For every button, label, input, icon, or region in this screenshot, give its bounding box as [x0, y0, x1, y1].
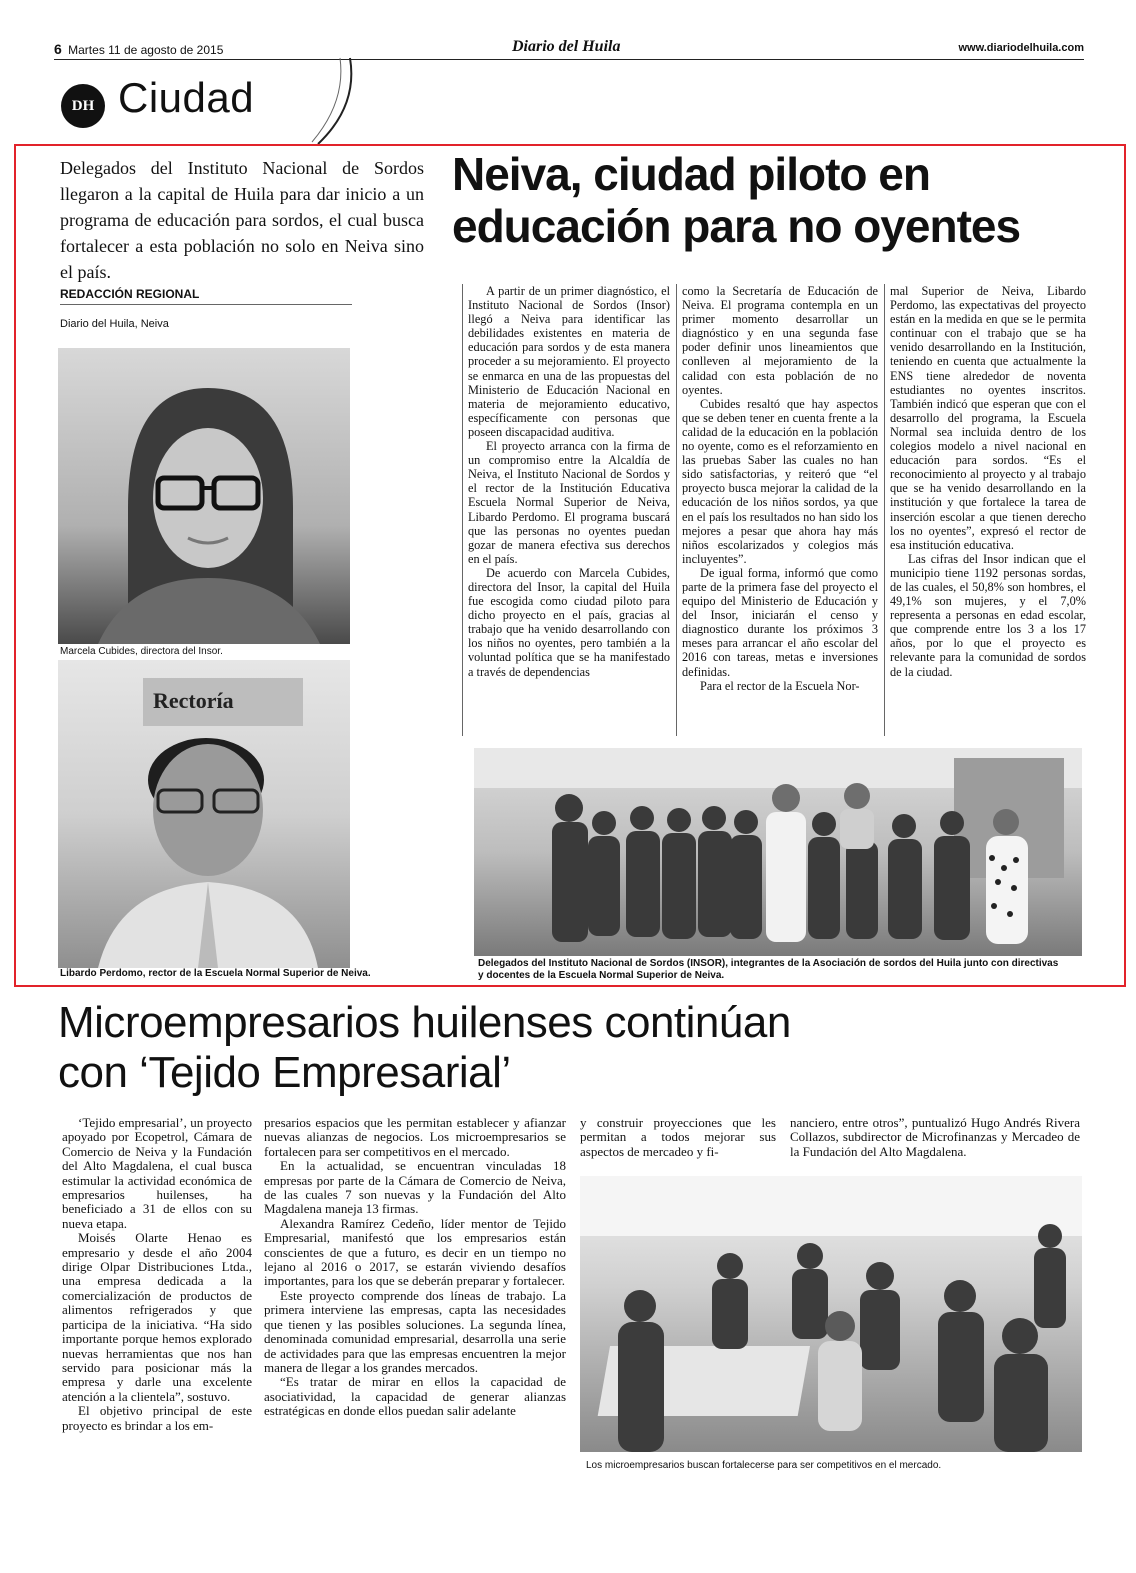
photo-marcela-cubides [58, 348, 350, 644]
issue-date: Martes 11 de agosto de 2015 [68, 43, 224, 57]
page-header-left [54, 41, 223, 57]
group-people-image [474, 748, 1082, 956]
website-link[interactable]: www.diariodelhuila.com [958, 42, 1084, 54]
photo-sign-text: Rectoría [153, 688, 234, 713]
paragraph: Para el rector de la Escuela Nor- [700, 678, 860, 693]
article2-column-2 [264, 1116, 566, 1419]
article2-headline: Microempresarios huilenses continúan con ‘Tejido Empresarial’ [58, 998, 791, 1097]
photo3-caption: Delegados del Instituto Nacional de Sordos (INSOR), integrantes de la Asociación de sordos del Huila junto con directivas y docentes de la Escuela Normal Superior de Neiva. [478, 958, 1059, 981]
article1-column-1 [468, 284, 670, 679]
paragraph: Este proyecto comprende dos líneas de trabajo. La primera interviene las empresas, capta las necesidades que tienen y las posibles soluciones. La segunda línea, denominada comunidad empresarial, desarrolla una serie de actividades para que las empresas encuentren la mejor manera de llegar a los grandes mercados. [264, 1287, 566, 1375]
paragraph: mal Superior de Neiva, Libardo Perdomo, las expectativas del proyecto están en la medida en que se le permita continuar con el trabajo que se ha venido desarrollando en la Institución, teniendo en cuenta que actualmente la ENS tiene alrededor de noventa estudiantes no oyentes inscritos. También indicó que esperan que con el desarrollo del programa, la Escuela Normal sea incluida dentro de los colegios modelo a nivel nacional en educación para sordos. “Es el reconocimiento al proyecto y al trabajo que se ha venido desarrollando en la institución y que fortalece la tarea de inserción escolar a que tienen derecho los no oyentes”, expresó el rector de esa institución educativa. [890, 284, 1086, 552]
article2-column-3 [580, 1116, 776, 1159]
article1-lead: Delegados del Instituto Nacional de Sordos llegaron a la capital de Huila para dar inicio a un programa de educación para sordos, el cual busca fortalecer a esta población no solo en Neiva sino el país. [60, 158, 424, 282]
article1-dateline: Diario del Huila, Neiva [60, 318, 169, 330]
paragraph: En la actualidad, se encuentran vinculadas 18 empresas por parte de la Cámara de Comercio de Neiva, de las cuales 7 son nuevas y la Fundación del Alto Magdalena maneja 13 firmas. [264, 1158, 566, 1217]
portrait-woman-image [58, 348, 350, 644]
paragraph: como la Secretaría de Educación de Neiva. El programa contempla en un primer momento desarrollar un diagnóstico y en una segunda fase poder definir unos lineamientos que conlleven al mejoramiento de la calidad con esta población de no oyentes. [682, 284, 878, 397]
paragraph: “Es tratar de mirar en ellos la capacidad de asociatividad, la capacidad de generar alianzas estratégicas en donde ellos puedan salir adelante [264, 1374, 566, 1419]
photo-group-delegates [474, 748, 1082, 956]
page-header [54, 38, 1084, 60]
paragraph: El objetivo principal de este proyecto es brindar a los em- [62, 1403, 252, 1433]
article2-column-1 [62, 1116, 252, 1433]
column-rule [462, 284, 463, 736]
article2-column-4 [790, 1116, 1080, 1159]
article1-column-2 [682, 284, 878, 693]
paragraph: Las cifras del Insor indican que el municipio tiene 1192 personas sordas, de las cuales, el 50,8% son hombres, el 49,1% son mujeres, y el 7,0% representa a personas en edad escolar, que comprende entre los 3 a los 17 años, por lo que el proyecto es relevante para la comunidad de sordos de la ciudad. [890, 551, 1086, 679]
paragraph: ‘Tejido empresarial’, un proyecto apoyado por Ecopetrol, Cámara de Comercio de Neiva y la Fundación del Alto Magdalena, el cual busca estimular la actividad económica de empresarios huilenses, ha beneficiado a 31 de ellos con su nueva etapa. [62, 1115, 252, 1231]
paragraph: y construir proyecciones que les permitan a todos mejorar sus aspectos de mercadeo y fi- [580, 1115, 776, 1159]
paragraph: Moisés Olarte Henao es empresario y desde el año 2004 dirige Olpar Distribuciones Ltda., una empresa dedicada a la comercialización de productos de alimentos refrigerados y que participa de la iniciativa. “Ha sido importante porque hemos explorado nuevas herramientas que nos han servido para posicionar más la empresa y darle una excelente atención a la clientela”, sostuvo. [62, 1230, 252, 1404]
paragraph: presarios espacios que les permitan establecer y afianzar nuevas alianzas de negocios. Los microempresarios se fortalecen para ser competitivos en el mercado. [264, 1115, 566, 1159]
article1-byline: REDACCIÓN REGIONAL [60, 287, 352, 305]
photo-microempresarios [580, 1176, 1082, 1452]
paragraph: nanciero, entre otros”, puntualizó Hugo Andrés Rivera Collazos, subdirector de Microfinanzas y Mercadeo de la Fundación del Alto Magdalena. [790, 1115, 1080, 1159]
meeting-people-image [580, 1176, 1082, 1452]
paragraph: De igual forma, informó que como parte de la primera fase del proyecto el equipo del Ministerio de Educación y del Insor, iniciarán el censo y diagnostico durante los próximos 3 meses para arrancar el año escolar del 2016 con tareas, metas e inversiones definidas. [682, 565, 878, 679]
paragraph: De acuerdo con Marcela Cubides, directora del Insor, la capital del Huila fue escogida como ciudad piloto para dicho proyecto en el país, gracias al trabajo que ha venido desarrollando con los niños no oyentes, pero también a la voluntad política que se ha manifestado a través de dependencias [468, 565, 670, 679]
photo-libardo-perdomo [58, 660, 350, 968]
paragraph: Alexandra Ramírez Cedeño, líder mentor de Tejido Empresarial, manifestó que los empresarios están conscientes de que a futuro, es decir en un tiempo no lejano al 2016 o 2017, se estarán viviendo desafíos importantes, para los que se deberán preparar y fortalecer. [264, 1215, 566, 1289]
section-swoosh-decoration [310, 56, 360, 146]
portrait-man-image [58, 660, 350, 968]
photo4-caption: Los microempresarios buscan fortalecerse para ser competitivos en el mercado. [586, 1460, 942, 1471]
photo2-caption: Libardo Perdomo, rector de la Escuela Normal Superior de Neiva. [60, 968, 371, 979]
paragraph: El proyecto arranca con la firma de un compromiso entre la Alcaldía de Neiva, el Instituto Nacional de Sordos y el rector de la Institución Educativa Escuela Normal Superior de Neiva, Libardo Perdomo. El programa buscará que las personas no oyentes puedan gozar de manera efectiva sus derechos en el país. [468, 439, 670, 566]
article1-headline: Neiva, ciudad piloto en educación para no oyentes [452, 148, 1021, 252]
column-rule [676, 284, 677, 736]
page-number: 6 [54, 41, 62, 57]
newspaper-name: Diario del Huila [512, 38, 621, 55]
photo1-caption: Marcela Cubides, directora del Insor. [60, 646, 223, 657]
paragraph: Cubides resaltó que hay aspectos que se deben tener en cuenta frente a la calidad de la educación en la población no oyente, como es el reforzamiento en las pruebas Saber las cuales no han sido satisfactorias, y reiteró que “el proyecto busca mejorar la calidad de la educación de los niños sordos, ya que en el país los resultados no han sido los mejores a pesar que ahora hay más niños escolarizados y colegios más incluyentes”. [682, 396, 878, 566]
section-logo: DH [61, 84, 105, 128]
column-rule [884, 284, 885, 736]
section-title: Ciudad [118, 74, 255, 121]
article1-column-3 [890, 284, 1086, 679]
paragraph: A partir de un primer diagnóstico, el Instituto Nacional de Sordos (Insor) llegó a Neiva para identificar las debilidades existentes en materia de educación para sordos y de esta manera proceder a su mejoramiento. El proyecto se enmarca en una de las propuestas del Ministerio de Educación Nacional en materia de mejoramiento educativo, específicamente con personas que poseen discapacidad auditiva. [468, 284, 670, 439]
